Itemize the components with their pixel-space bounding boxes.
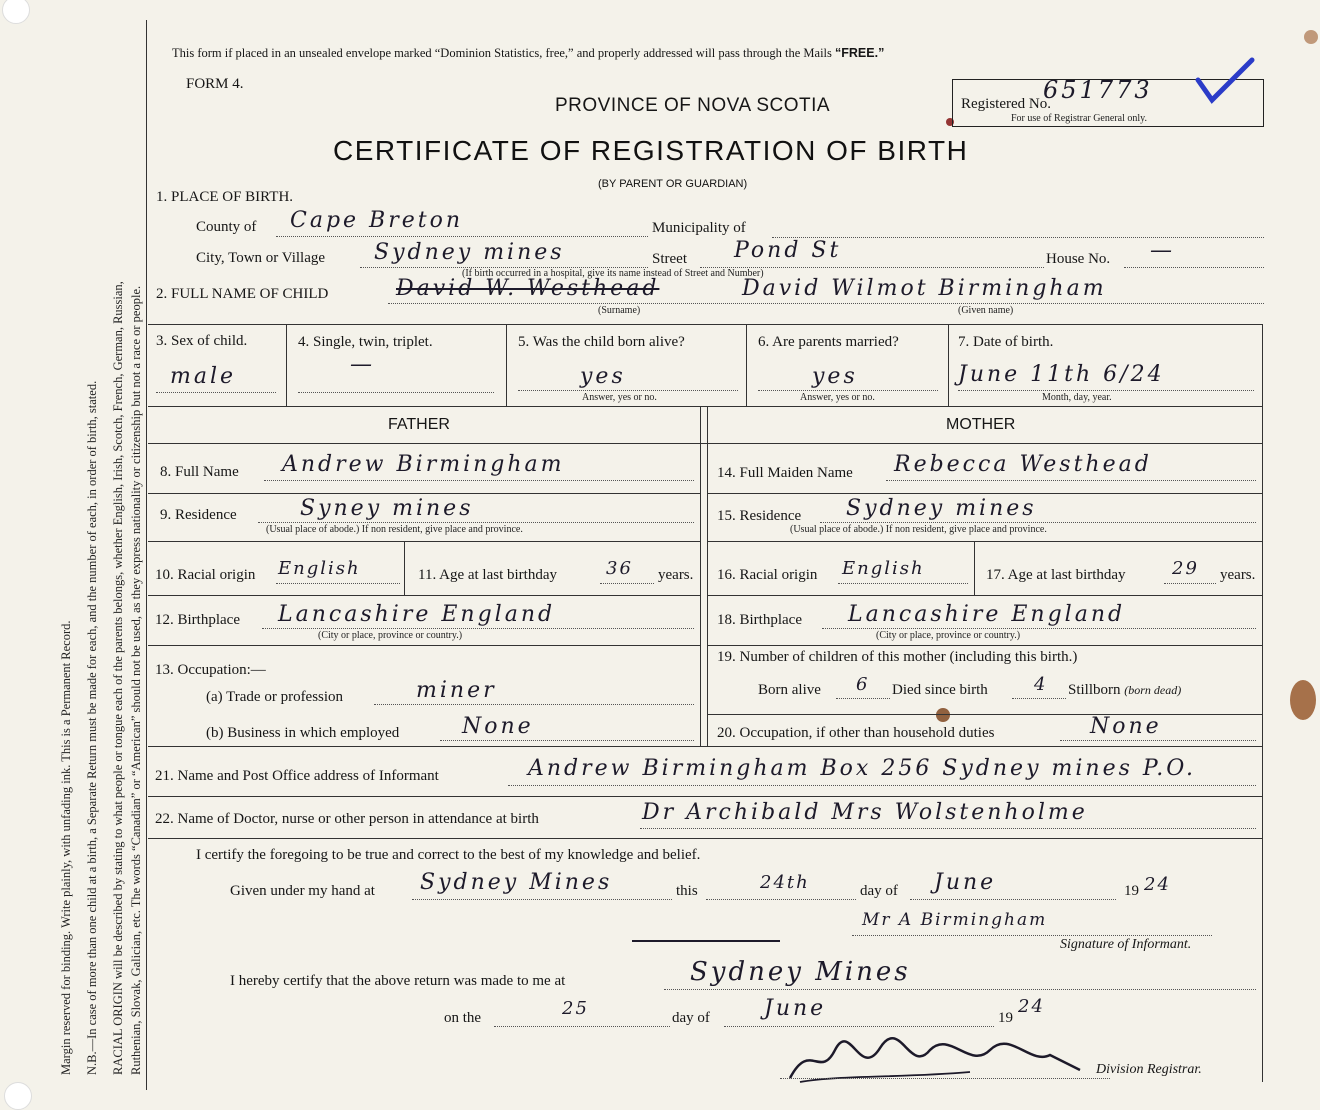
father-racial-label: 10. Racial origin xyxy=(155,567,256,583)
occupation-label: 13. Occupation:— xyxy=(155,662,266,678)
margin-line-3: RACIAL ORIGIN will be described by stating to what people or tongue each of the parents belongs, whether English, Irish, Scotch, French, German, Russian, xyxy=(111,281,125,1075)
trade-label: (a) Trade or profession xyxy=(206,689,344,705)
margin-rule xyxy=(146,20,147,1090)
informant-value[interactable]: Andrew Birmingham Box 256 Sydney mines P.O. xyxy=(528,756,1196,781)
margin-line-1: Margin reserved for binding. Write plainly, with unfading ink. This is a Permanent Record. xyxy=(59,620,73,1075)
dob-note: Month, day, year. xyxy=(1042,392,1112,403)
surname-note: (Surname) xyxy=(598,305,641,316)
dob-label: 7. Date of birth. xyxy=(958,334,1054,350)
business-label: (b) Business in which employed xyxy=(206,725,400,741)
attendant-value[interactable]: Dr Archibald Mrs Wolstenholme xyxy=(642,800,1088,825)
reg-year-prefix: 19 xyxy=(998,1010,1013,1026)
county-value[interactable]: Cape Breton xyxy=(290,208,464,233)
province-heading: PROVINCE OF NOVA SCOTIA xyxy=(555,95,831,116)
ink-stain xyxy=(936,708,950,722)
father-birthplace-label: 12. Birthplace xyxy=(155,612,240,628)
mother-birthplace-note: (City or place, province or country.) xyxy=(876,630,1021,641)
hospital-note: (If birth occurred in a hospital, give its name instead of Street and Number) xyxy=(462,268,764,279)
margin-line-2: N.B.—In case of more than one child at a birth, a Separate Return must be made for each, and the number of each, in order of birth, stated. xyxy=(85,380,99,1075)
born-alive-label: 5. Was the child born alive? xyxy=(518,334,685,350)
father-heading: FATHER xyxy=(388,416,450,433)
mother-heading: MOTHER xyxy=(946,416,1016,433)
certify-statement: I certify the foregoing to be true and correct to the best of my knowledge and belief. xyxy=(196,847,701,863)
mother-age-unit: years. xyxy=(1220,567,1256,583)
given-place[interactable]: Sydney Mines xyxy=(420,870,613,895)
mother-name-value[interactable]: Rebecca Westhead xyxy=(894,452,1152,477)
father-racial-value[interactable]: English xyxy=(278,558,361,579)
mail-notice: This form if placed in an unsealed envelope marked “Dominion Statistics, free,” and properly addressed will pass through the Mails “FREE.” xyxy=(172,46,885,60)
given-day[interactable]: 24th xyxy=(760,872,810,893)
stillborn-label xyxy=(1068,682,1181,699)
father-age-label: 11. Age at last birthday xyxy=(418,567,557,583)
mother-age-value[interactable]: 29 xyxy=(1172,558,1199,579)
child-name-label: 2. FULL NAME OF CHILD xyxy=(156,286,329,302)
document-title: CERTIFICATE OF REGISTRATION OF BIRTH xyxy=(333,135,969,166)
house-label: House No. xyxy=(1046,251,1111,267)
born-alive-count-value[interactable]: 6 xyxy=(856,674,870,695)
mother-racial-label: 16. Racial origin xyxy=(717,567,818,583)
father-residence-note: (Usual place of abode.) If non resident, give place and province. xyxy=(266,524,523,535)
given-year-prefix: 19 xyxy=(1124,883,1139,899)
registrar-statement: I hereby certify that the above return was made to me at xyxy=(230,973,566,989)
married-note: Answer, yes or no. xyxy=(800,392,875,403)
reg-year[interactable]: 24 xyxy=(1018,996,1045,1017)
mother-birthplace-value[interactable]: Lancashire England xyxy=(848,602,1126,627)
dob-value[interactable]: June 11th 6/24 xyxy=(958,362,1165,387)
father-birthplace-value[interactable]: Lancashire England xyxy=(278,602,556,627)
died-value[interactable]: 4 xyxy=(1034,674,1048,695)
died-label: Died since birth xyxy=(892,682,988,698)
house-value[interactable]: — xyxy=(1150,238,1175,263)
registrar-signature xyxy=(780,1020,1100,1100)
given-label: Given under my hand at xyxy=(230,883,375,899)
married-label: 6. Are parents married? xyxy=(758,334,899,350)
father-birthplace-note: (City or place, province or country.) xyxy=(318,630,463,641)
punch-hole-bottom xyxy=(4,1082,32,1110)
division-registrar-label: Division Registrar. xyxy=(1096,1062,1202,1077)
mother-occupation-value[interactable]: None xyxy=(1090,714,1162,739)
reg-dayof-label: day of xyxy=(672,1010,710,1026)
mother-age-label: 17. Age at last birthday xyxy=(986,567,1126,583)
given-this-label: this xyxy=(676,883,698,899)
father-age-value[interactable]: 36 xyxy=(606,558,633,579)
document-subtitle: (BY PARENT OR GUARDIAN) xyxy=(598,178,748,190)
mother-residence-value[interactable]: Sydney mines xyxy=(846,496,1037,521)
city-value[interactable]: Sydney mines xyxy=(374,240,565,265)
reg-onthe-label: on the xyxy=(444,1010,482,1026)
mother-residence-label: 15. Residence xyxy=(717,508,802,524)
registered-label: Registered No. xyxy=(961,96,1051,112)
mother-racial-value[interactable]: English xyxy=(842,558,925,579)
stillborn-label-text: Stillborn xyxy=(1068,682,1121,698)
registered-note: For use of Registrar General only. xyxy=(1011,113,1147,124)
sex-value[interactable]: male xyxy=(170,364,237,389)
reg-day[interactable]: 25 xyxy=(562,998,589,1019)
county-label: County of xyxy=(196,219,257,235)
mother-name-label: 14. Full Maiden Name xyxy=(717,465,853,481)
mother-residence-note: (Usual place of abode.) If non resident, give place and province. xyxy=(790,524,1047,535)
registered-number: 651773 xyxy=(1043,76,1153,104)
father-age-unit: years. xyxy=(658,567,694,583)
form-number: FORM 4. xyxy=(186,76,244,92)
registrar-place[interactable]: Sydney Mines xyxy=(690,957,911,987)
sex-label: 3. Sex of child. xyxy=(156,333,248,349)
informant-signature-label: Signature of Informant. xyxy=(1060,937,1192,952)
married-value[interactable]: yes xyxy=(812,364,858,389)
given-year[interactable]: 24 xyxy=(1144,874,1171,895)
father-name-label: 8. Full Name xyxy=(160,464,239,480)
plurality-label: 4. Single, twin, triplet. xyxy=(298,334,433,350)
given-dayof-label: day of xyxy=(860,883,898,899)
father-name-value[interactable]: Andrew Birmingham xyxy=(282,452,565,477)
trade-value[interactable]: miner xyxy=(416,678,497,703)
business-value[interactable]: None xyxy=(462,714,534,739)
margin-line-4: Ruthenian, Slovak, Galician, etc. The words “Canadian” or “American” should not be used, as they express nationality or citizenship but not a race or people. xyxy=(129,285,143,1075)
reg-month[interactable]: June xyxy=(764,996,827,1021)
street-label: Street xyxy=(652,251,687,267)
born-alive-count-label: Born alive xyxy=(758,682,821,698)
stillborn-note: (born dead) xyxy=(1124,683,1182,697)
place-of-birth-heading: 1. PLACE OF BIRTH. xyxy=(156,189,294,205)
street-value[interactable]: Pond St xyxy=(734,238,842,263)
informant-label: 21. Name and Post Office address of Informant xyxy=(155,768,439,784)
ink-stain xyxy=(1290,680,1316,720)
father-residence-value[interactable]: Syney mines xyxy=(300,496,474,521)
plurality-value[interactable]: — xyxy=(350,352,375,377)
attendant-label: 22. Name of Doctor, nurse or other person in attendance at birth xyxy=(155,811,539,827)
born-alive-note: Answer, yes or no. xyxy=(582,392,657,403)
city-label: City, Town or Village xyxy=(196,250,326,266)
mother-occupation-label: 20. Occupation, if other than household duties xyxy=(717,725,995,741)
informant-signature: Mr A Birmingham xyxy=(862,910,1048,930)
municipality-label: Municipality of xyxy=(652,220,746,236)
ink-stain xyxy=(1304,30,1318,44)
mother-birthplace-label: 18. Birthplace xyxy=(717,612,802,628)
given-month[interactable]: June xyxy=(934,870,997,895)
given-name-note: (Given name) xyxy=(958,305,1014,316)
children-count-label: 19. Number of children of this mother (including this birth.) xyxy=(717,649,1078,665)
born-alive-value[interactable]: yes xyxy=(580,364,626,389)
punch-hole-top xyxy=(2,0,30,24)
checkmark-icon xyxy=(1190,52,1260,122)
child-name-value[interactable]: David Wilmot Birmingham xyxy=(742,276,1107,301)
child-name-struck: David W. Westhead xyxy=(396,276,660,301)
father-residence-label: 9. Residence xyxy=(160,507,237,523)
